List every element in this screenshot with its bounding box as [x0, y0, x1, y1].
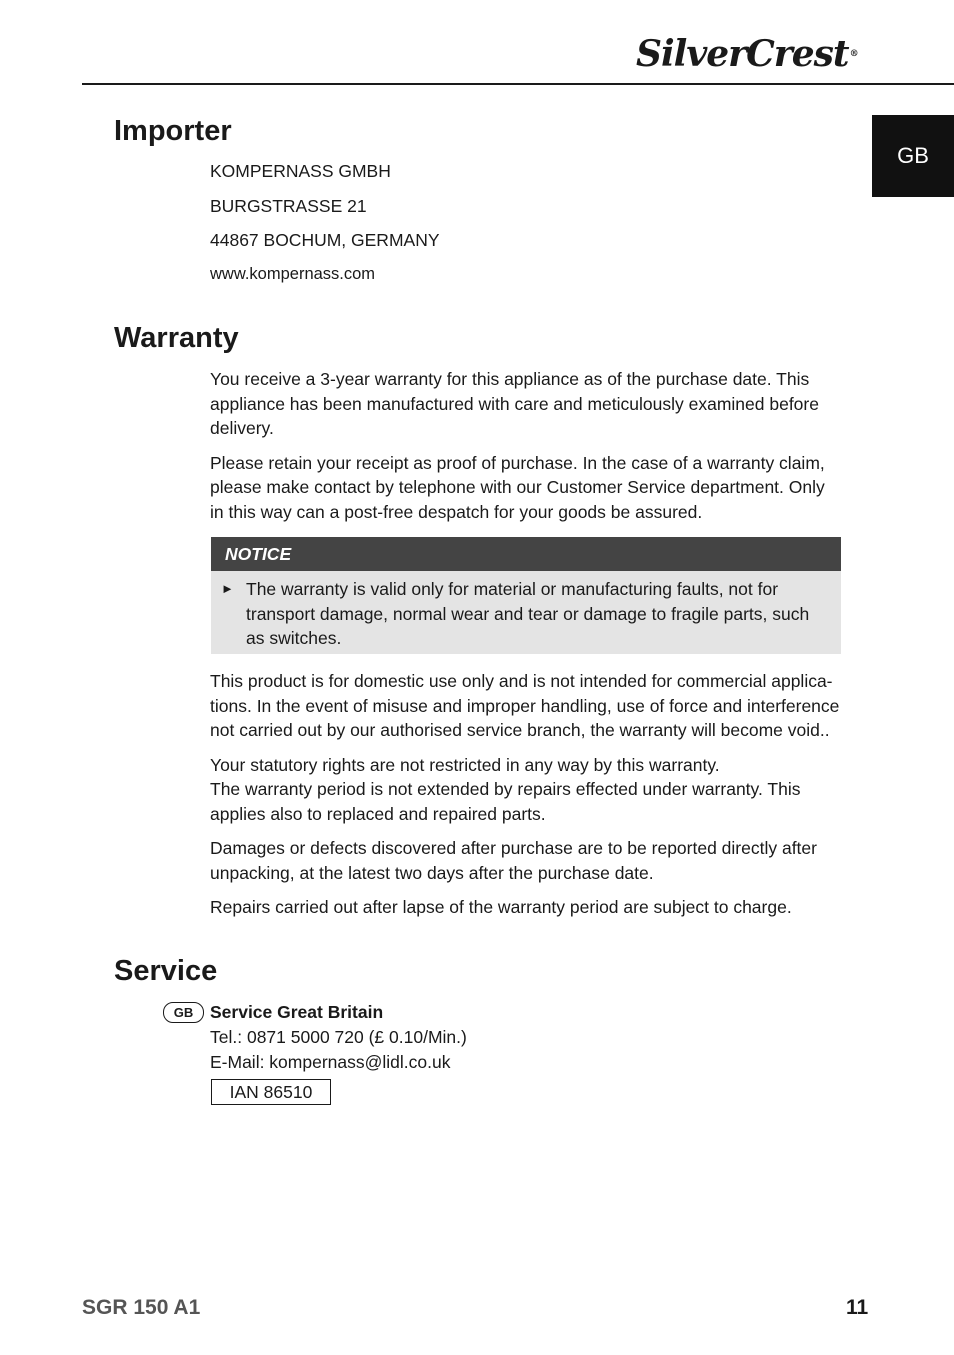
- service-telephone: Tel.: 0871 5000 720 (£ 0.10/Min.): [210, 1027, 467, 1047]
- notice-title: NOTICE: [211, 537, 841, 571]
- warranty-paragraph-2: Please retain your receipt as proof of purchase. In the case of a warranty claim, please make contact by telephone with our Customer Service department. Only in this way can a post-free despatch for your goods be assured.: [210, 452, 825, 522]
- bullet-arrow-icon: ►: [221, 581, 234, 596]
- warranty-paragraph-4b: The warranty period is not extended by repairs effected under warranty. This applies also to replaced and repaired parts.: [210, 779, 801, 824]
- footer-page-number: 11: [846, 1296, 869, 1319]
- warranty-paragraph-4a: Your statutory rights are not restricted in any way by this warranty.: [210, 754, 720, 775]
- notice-box: [211, 537, 841, 654]
- footer-model-number: SGR 150 A1: [82, 1296, 201, 1319]
- importer-street: BURGSTRASSE 21: [210, 196, 367, 216]
- importer-heading: Importer: [114, 115, 232, 147]
- warranty-paragraph-6: Repairs carried out after lapse of the warranty period are subject to charge.: [210, 897, 792, 917]
- importer-website-link[interactable]: www.kompernass.com: [210, 265, 376, 283]
- registered-mark: ®: [849, 49, 858, 59]
- importer-company: KOMPERNASS GMBH: [210, 161, 391, 181]
- warranty-paragraph-3: This product is for domestic use only and is not intended for commercial applica-tions. In the event of misuse and improper handling, use of force and interference not carried out by our authorised service branch, the warranty will become void..: [210, 671, 840, 740]
- warranty-paragraph-5: Damages or defects discovered after purchase are to be reported directly after unpacking, at the latest two days after the purchase date.: [210, 838, 817, 883]
- warranty-paragraph-1: You receive a 3-year warranty for this appliance as of the purchase date. This appliance has been manufactured with care and meticulously examined before delivery.: [210, 369, 819, 438]
- service-heading: Service: [114, 955, 218, 987]
- country-badge: GB: [163, 1002, 204, 1023]
- language-tab: GB: [872, 115, 954, 197]
- warranty-heading: Warranty: [114, 322, 239, 354]
- header-divider: [82, 83, 954, 85]
- brand-logo: [636, 34, 858, 74]
- service-title: Service Great Britain: [210, 1002, 384, 1022]
- service-email[interactable]: E-Mail: kompernass@lidl.co.uk: [210, 1052, 451, 1072]
- importer-city: 44867 BOCHUM, GERMANY: [210, 230, 440, 250]
- brand-name: SilverCrest: [636, 33, 849, 75]
- ian-number-box: IAN 86510: [211, 1079, 331, 1105]
- notice-text: The warranty is valid only for material or manufacturing faults, not for transport damage, normal wear and tear or damage to fragile parts, such as switches.: [246, 579, 810, 648]
